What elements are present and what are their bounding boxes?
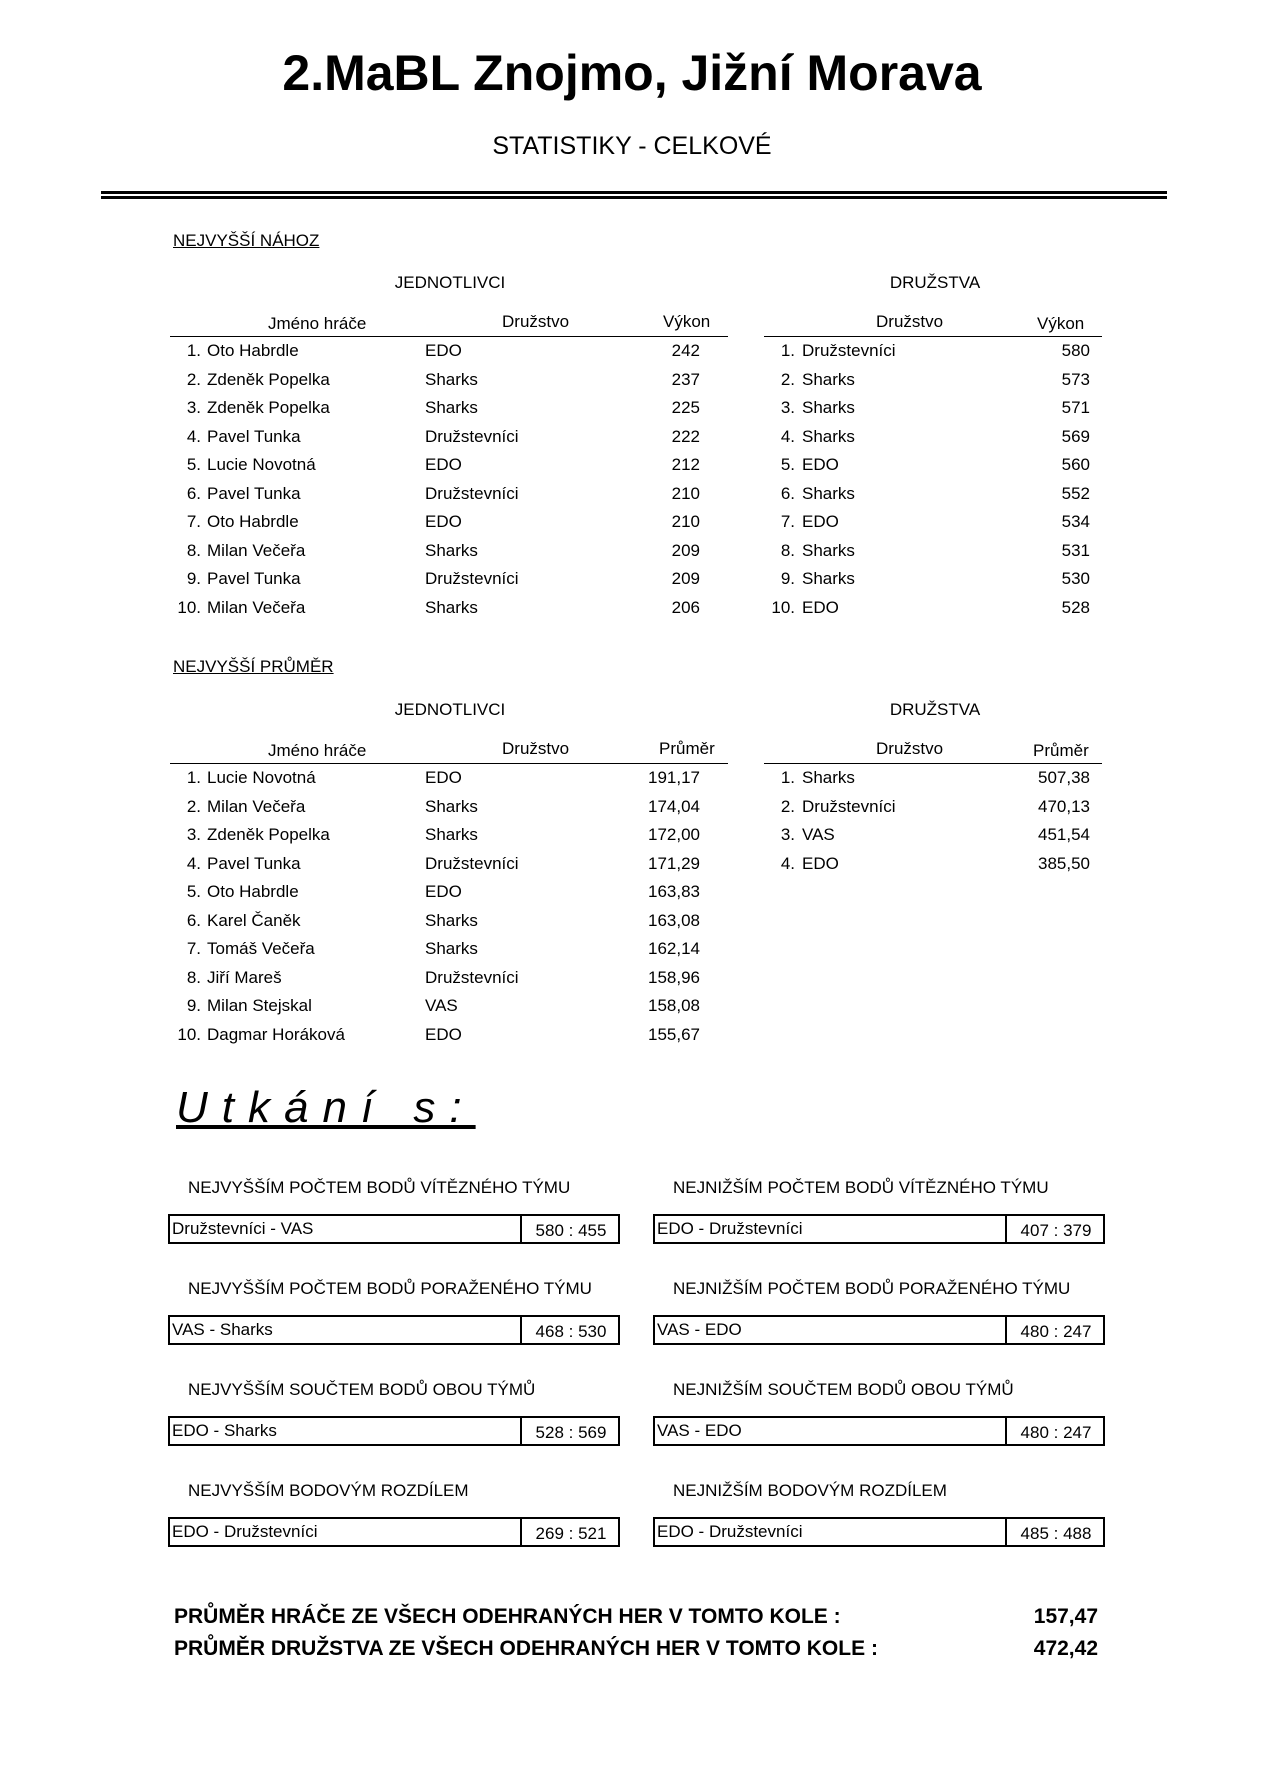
player-name: Pavel Tunka bbox=[207, 426, 301, 446]
player-name: Oto Habrdle bbox=[207, 341, 299, 360]
header-divider-bottom bbox=[101, 196, 1167, 199]
score-value: 451,54 bbox=[1038, 825, 1090, 844]
match-box bbox=[653, 1416, 1105, 1446]
table-row bbox=[170, 512, 728, 540]
top-roll-teams-label: DRUŽSTVA bbox=[889, 273, 981, 292]
team-name: Družstevníci bbox=[425, 426, 519, 446]
team-name: Sharks bbox=[802, 768, 855, 787]
rank: 9. bbox=[186, 569, 201, 588]
rank: 7. bbox=[780, 512, 795, 531]
table-row bbox=[764, 598, 1102, 626]
player-name: Oto Habrdle bbox=[207, 512, 299, 531]
match-score: 269 : 521 bbox=[520, 1519, 620, 1545]
rank: 7. bbox=[186, 939, 201, 958]
match-box bbox=[168, 1214, 620, 1244]
rank: 1. bbox=[780, 341, 795, 360]
table-row bbox=[170, 825, 728, 853]
rank: 7. bbox=[186, 512, 201, 531]
score-value: 210 bbox=[671, 483, 700, 503]
table-row bbox=[764, 541, 1102, 569]
table-row bbox=[764, 512, 1102, 540]
score-value: 552 bbox=[1061, 483, 1090, 503]
match-score: 485 : 488 bbox=[1005, 1519, 1105, 1545]
match-box bbox=[653, 1517, 1105, 1547]
section-label-top-average: NEJVYŠŠÍ PRŮMĚR bbox=[173, 657, 334, 676]
rank: 3. bbox=[186, 398, 201, 417]
table-row bbox=[170, 911, 728, 939]
rank: 1. bbox=[186, 341, 201, 360]
match-category-label: NEJNIŽŠÍM BODOVÝM ROZDÍLEM bbox=[673, 1481, 947, 1500]
score-value: 580 bbox=[1061, 341, 1090, 360]
score-value: 571 bbox=[1061, 398, 1090, 417]
table-row bbox=[170, 854, 728, 882]
score-value: 528 bbox=[1061, 597, 1090, 617]
table-row bbox=[170, 541, 728, 569]
match-teams: VAS - Sharks bbox=[172, 1320, 273, 1339]
player-name: Pavel Tunka bbox=[207, 483, 301, 503]
match-category-label: NEJVYŠŠÍM BODOVÝM ROZDÍLEM bbox=[188, 1481, 469, 1500]
table-row bbox=[764, 427, 1102, 455]
match-teams: Družstevníci - VAS bbox=[172, 1219, 314, 1238]
rank: 6. bbox=[780, 483, 795, 503]
player-name: Milan Večeřa bbox=[207, 540, 306, 560]
score-value: 172,00 bbox=[648, 825, 700, 844]
match-teams: EDO - Družstevníci bbox=[657, 1522, 803, 1541]
team-name: EDO bbox=[802, 455, 839, 474]
table-row bbox=[764, 854, 1102, 882]
match-teams: EDO - Družstevníci bbox=[172, 1522, 318, 1541]
player-average-value: 157,47 bbox=[1033, 1605, 1098, 1628]
top-roll-individuals-label: JEDNOTLIVCI bbox=[394, 273, 506, 292]
team-name: VAS bbox=[802, 825, 835, 844]
match-category-label: NEJVYŠŠÍM POČTEM BODŮ PORAŽENÉHO TÝMU bbox=[188, 1279, 592, 1298]
score-value: 530 bbox=[1061, 569, 1090, 588]
rank: 9. bbox=[780, 569, 795, 588]
table-row bbox=[170, 427, 728, 455]
rank: 6. bbox=[186, 910, 201, 930]
team-average-value: 472,42 bbox=[1033, 1637, 1098, 1660]
rank: 3. bbox=[780, 825, 795, 844]
match-box bbox=[168, 1416, 620, 1446]
table-row bbox=[764, 341, 1102, 369]
top-average-teams-label: DRUŽSTVA bbox=[889, 700, 981, 719]
table-row bbox=[170, 882, 728, 910]
score-value: 210 bbox=[671, 512, 700, 531]
player-name: Jiří Mareš bbox=[207, 967, 282, 987]
match-box bbox=[653, 1315, 1105, 1345]
score-value: 242 bbox=[671, 341, 700, 360]
match-score: 468 : 530 bbox=[520, 1317, 620, 1343]
match-teams: VAS - EDO bbox=[657, 1421, 742, 1440]
top-roll-teams-header-value: Výkon bbox=[1037, 314, 1085, 333]
rank: 9. bbox=[186, 996, 201, 1015]
table-row bbox=[170, 768, 728, 796]
team-name: VAS bbox=[425, 996, 458, 1015]
rank: 5. bbox=[186, 455, 201, 474]
player-name: Dagmar Horáková bbox=[207, 1024, 345, 1044]
team-name: Družstevníci bbox=[425, 483, 519, 503]
score-value: 209 bbox=[671, 540, 700, 560]
team-name: EDO bbox=[802, 512, 839, 531]
score-value: 191,17 bbox=[648, 768, 700, 787]
team-name: Sharks bbox=[802, 369, 855, 389]
score-value: 237 bbox=[671, 369, 700, 389]
team-name: Sharks bbox=[425, 398, 478, 417]
match-score: 528 : 569 bbox=[520, 1418, 620, 1444]
player-name: Zdeněk Popelka bbox=[207, 825, 330, 844]
top-roll-header-value: Výkon bbox=[663, 312, 711, 331]
top-average-individuals-label: JEDNOTLIVCI bbox=[394, 700, 506, 719]
table-row bbox=[764, 569, 1102, 597]
match-score: 580 : 455 bbox=[520, 1216, 620, 1242]
table-row bbox=[764, 455, 1102, 483]
score-value: 534 bbox=[1061, 512, 1090, 531]
top-average-teams-header-team: Družstvo bbox=[876, 739, 944, 758]
section-label-top-roll: NEJVYŠŠÍ NÁHOZ bbox=[173, 231, 320, 250]
top-average-teams-header-value: Průměr bbox=[1033, 741, 1089, 760]
table-row bbox=[170, 398, 728, 426]
table-row bbox=[764, 768, 1102, 796]
match-box bbox=[653, 1214, 1105, 1244]
match-teams: EDO - Družstevníci bbox=[657, 1219, 803, 1238]
team-name: Sharks bbox=[425, 796, 478, 816]
score-value: 174,04 bbox=[648, 796, 700, 816]
table-row bbox=[764, 398, 1102, 426]
table-row bbox=[764, 370, 1102, 398]
top-average-individuals-header-rule bbox=[170, 763, 728, 764]
team-name: Družstevníci bbox=[802, 796, 896, 816]
score-value: 212 bbox=[671, 455, 700, 474]
team-name: EDO bbox=[802, 853, 839, 873]
match-category-label: NEJNIŽŠÍM SOUČTEM BODŮ OBOU TÝMŮ bbox=[673, 1380, 1014, 1399]
rank: 10. bbox=[177, 597, 201, 617]
team-name: Sharks bbox=[425, 939, 478, 958]
player-name: Milan Večeřa bbox=[207, 597, 306, 617]
table-row bbox=[170, 1025, 728, 1053]
team-name: Sharks bbox=[425, 369, 478, 389]
player-name: Lucie Novotná bbox=[207, 455, 316, 474]
top-average-teams-header-rule bbox=[764, 763, 1102, 764]
match-box bbox=[168, 1315, 620, 1345]
team-name: Družstevníci bbox=[425, 853, 519, 873]
match-teams: VAS - EDO bbox=[657, 1320, 742, 1339]
top-roll-teams-header-rule bbox=[764, 336, 1102, 337]
team-name: Sharks bbox=[802, 540, 855, 560]
team-name: EDO bbox=[802, 597, 839, 617]
player-name: Zdeněk Popelka bbox=[207, 369, 330, 389]
rank: 2. bbox=[186, 796, 201, 816]
top-average-header-value: Průměr bbox=[659, 739, 715, 758]
match-category-label: NEJVYŠŠÍM POČTEM BODŮ VÍTĚZNÉHO TÝMU bbox=[188, 1178, 571, 1197]
match-score: 407 : 379 bbox=[1005, 1216, 1105, 1242]
team-name: EDO bbox=[425, 882, 462, 901]
rank: 1. bbox=[780, 768, 795, 787]
team-name: Sharks bbox=[802, 426, 855, 446]
score-value: 163,83 bbox=[648, 882, 700, 901]
table-row bbox=[764, 825, 1102, 853]
rank: 4. bbox=[186, 426, 201, 446]
team-name: Družstevníci bbox=[802, 341, 896, 360]
player-name: Pavel Tunka bbox=[207, 853, 301, 873]
score-value: 470,13 bbox=[1038, 796, 1090, 816]
team-name: EDO bbox=[425, 512, 462, 531]
match-box bbox=[168, 1517, 620, 1547]
top-average-header-player: Jméno hráče bbox=[268, 741, 367, 760]
table-row bbox=[170, 370, 728, 398]
header-divider-top bbox=[101, 191, 1167, 194]
team-name: Sharks bbox=[802, 483, 855, 503]
team-name: Sharks bbox=[425, 597, 478, 617]
rank: 4. bbox=[780, 426, 795, 446]
score-value: 162,14 bbox=[648, 939, 700, 958]
rank: 6. bbox=[186, 483, 201, 503]
rank: 5. bbox=[186, 882, 201, 901]
score-value: 209 bbox=[671, 569, 700, 588]
rank: 8. bbox=[186, 540, 201, 560]
team-name: EDO bbox=[425, 768, 462, 787]
team-name: EDO bbox=[425, 341, 462, 360]
score-value: 206 bbox=[671, 597, 700, 617]
match-category-label: NEJVYŠŠÍM SOUČTEM BODŮ OBOU TÝMŮ bbox=[188, 1380, 536, 1399]
player-name: Tomáš Večeřa bbox=[207, 939, 315, 958]
rank: 1. bbox=[186, 768, 201, 787]
team-name: EDO bbox=[425, 1024, 462, 1044]
page-title: 2.MaBL Znojmo, Jižní Morava bbox=[282, 45, 982, 101]
table-row bbox=[170, 797, 728, 825]
team-average-label: PRŮMĚR DRUŽSTVA ZE VŠECH ODEHRANÝCH HER V TOMTO KOLE : bbox=[174, 1637, 878, 1660]
table-row bbox=[170, 598, 728, 626]
table-row bbox=[170, 996, 728, 1024]
player-name: Pavel Tunka bbox=[207, 569, 301, 588]
rank: 2. bbox=[780, 369, 795, 389]
team-name: Družstevníci bbox=[425, 967, 519, 987]
match-score: 480 : 247 bbox=[1005, 1418, 1105, 1444]
top-roll-header-team: Družstvo bbox=[502, 312, 570, 331]
rank: 8. bbox=[780, 540, 795, 560]
team-name: Sharks bbox=[802, 569, 855, 588]
score-value: 560 bbox=[1061, 455, 1090, 474]
rank: 10. bbox=[177, 1024, 201, 1044]
rank: 2. bbox=[780, 796, 795, 816]
page-subtitle: STATISTIKY - CELKOVÉ bbox=[492, 132, 772, 160]
player-name: Milan Večeřa bbox=[207, 796, 306, 816]
top-average-header-team: Družstvo bbox=[502, 739, 570, 758]
rank: 8. bbox=[186, 967, 201, 987]
match-teams: EDO - Sharks bbox=[172, 1421, 277, 1440]
table-row bbox=[170, 484, 728, 512]
player-name: Oto Habrdle bbox=[207, 882, 299, 901]
player-average-label: PRŮMĚR HRÁČE ZE VŠECH ODEHRANÝCH HER V TOMTO KOLE : bbox=[174, 1605, 841, 1628]
score-value: 171,29 bbox=[648, 853, 700, 873]
player-name: Lucie Novotná bbox=[207, 768, 316, 787]
player-name: Milan Stejskal bbox=[207, 996, 312, 1015]
player-name: Karel Čaněk bbox=[207, 910, 301, 930]
score-value: 531 bbox=[1061, 540, 1090, 560]
team-name: Sharks bbox=[425, 540, 478, 560]
score-value: 225 bbox=[671, 398, 700, 417]
team-name: Sharks bbox=[425, 910, 478, 930]
score-value: 158,96 bbox=[648, 967, 700, 987]
match-score: 480 : 247 bbox=[1005, 1317, 1105, 1343]
table-row bbox=[170, 341, 728, 369]
team-name: Družstevníci bbox=[425, 569, 519, 588]
rank: 2. bbox=[186, 369, 201, 389]
rank: 3. bbox=[780, 398, 795, 417]
table-row bbox=[764, 797, 1102, 825]
table-row bbox=[170, 939, 728, 967]
rank: 5. bbox=[780, 455, 795, 474]
team-name: Sharks bbox=[802, 398, 855, 417]
rank: 4. bbox=[780, 853, 795, 873]
player-name: Zdeněk Popelka bbox=[207, 398, 330, 417]
table-row bbox=[764, 484, 1102, 512]
top-roll-individuals-header-rule bbox=[170, 336, 728, 337]
score-value: 573 bbox=[1061, 369, 1090, 389]
score-value: 155,67 bbox=[648, 1024, 700, 1044]
rank: 3. bbox=[186, 825, 201, 844]
score-value: 163,08 bbox=[648, 910, 700, 930]
matches-heading: Utkání s: bbox=[176, 1083, 476, 1132]
rank: 4. bbox=[186, 853, 201, 873]
score-value: 222 bbox=[671, 426, 700, 446]
top-roll-teams-header-team: Družstvo bbox=[876, 312, 944, 331]
score-value: 385,50 bbox=[1038, 853, 1090, 873]
team-name: Sharks bbox=[425, 825, 478, 844]
score-value: 507,38 bbox=[1038, 768, 1090, 787]
table-row bbox=[170, 968, 728, 996]
score-value: 569 bbox=[1061, 426, 1090, 446]
top-roll-header-player: Jméno hráče bbox=[268, 314, 367, 333]
match-category-label: NEJNIŽŠÍM POČTEM BODŮ PORAŽENÉHO TÝMU bbox=[673, 1279, 1071, 1298]
table-row bbox=[170, 569, 728, 597]
team-name: EDO bbox=[425, 455, 462, 474]
match-category-label: NEJNIŽŠÍM POČTEM BODŮ VÍTĚZNÉHO TÝMU bbox=[673, 1178, 1049, 1197]
score-value: 158,08 bbox=[648, 996, 700, 1015]
rank: 10. bbox=[771, 597, 795, 617]
table-row bbox=[170, 455, 728, 483]
